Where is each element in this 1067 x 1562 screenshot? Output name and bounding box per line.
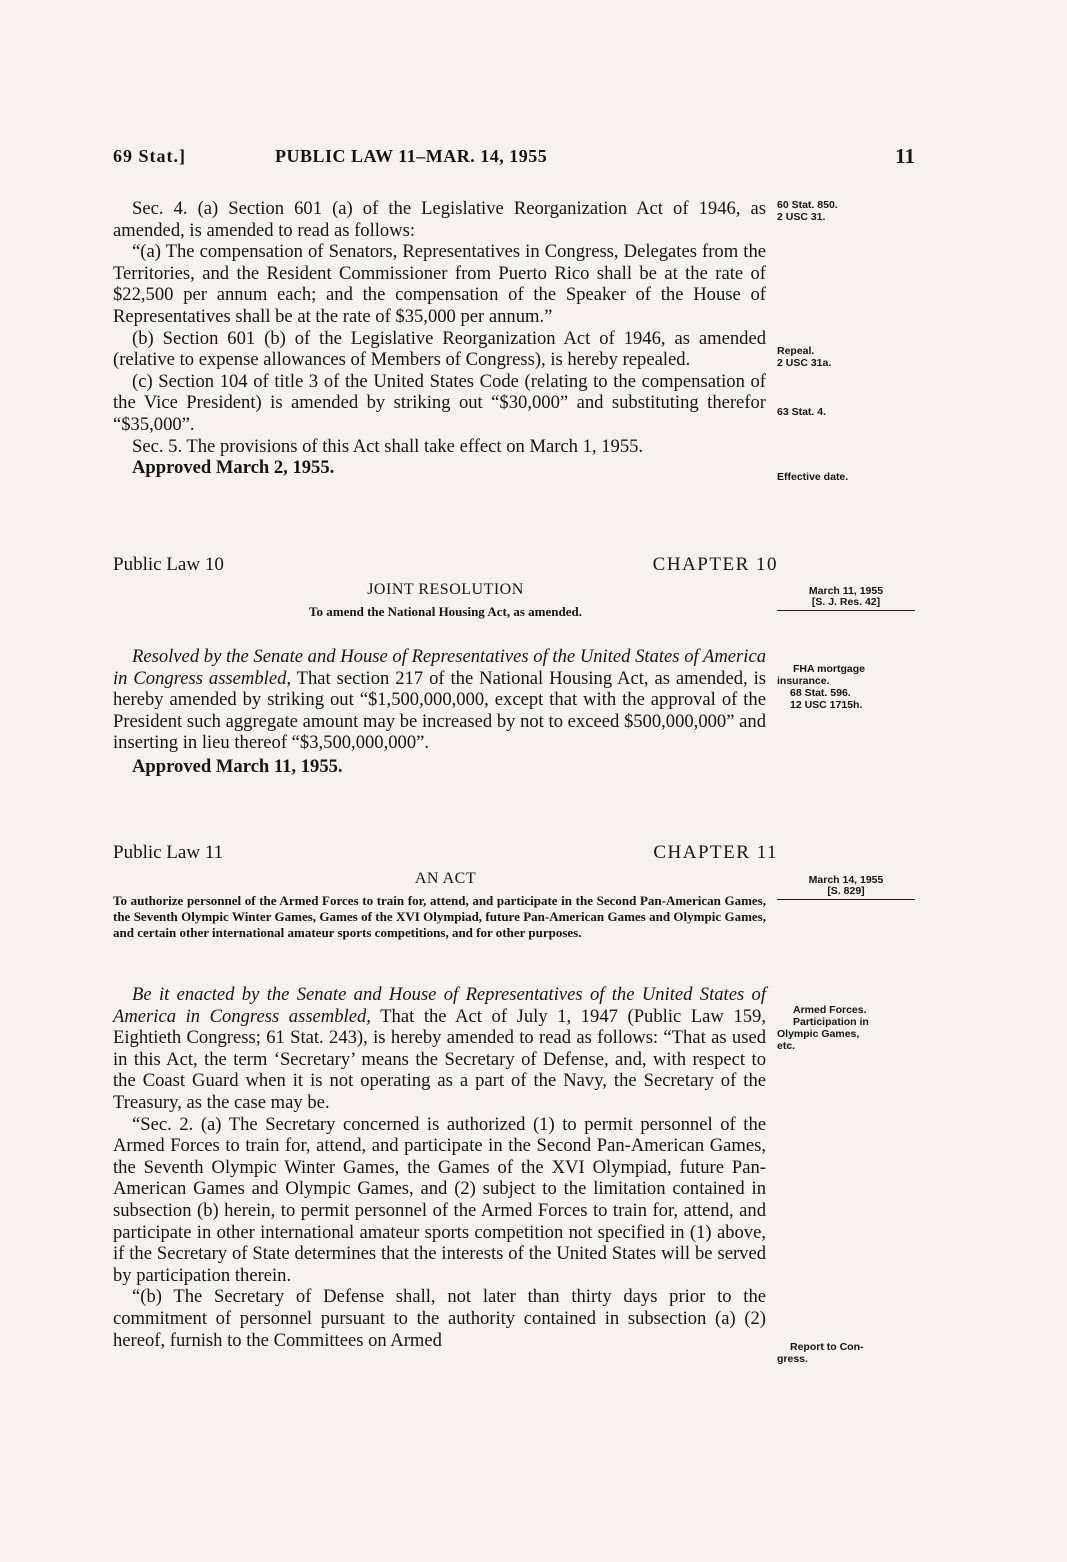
running-header [113, 146, 915, 176]
margin-note-repeal: Repeal. 2 USC 31a. [777, 345, 832, 369]
approved-line: Approved March 2, 1955. [132, 457, 335, 479]
pl11-date-block: March 14, 1955 [S. 829] [777, 875, 915, 900]
an-act-label: AN ACT [414, 870, 477, 887]
pl11-sec2a: “Sec. 2. (a) The Secretary concerned is authorized (1) to permit personnel of the Armed Forces to train for, attend, and participate in the Second Pan-American Games, the Seventh Olympic Winter Games, the Games of the XVI Olympiad, future Pan-American Games and Olympic Games, and (2) subject to the limitation contained in subsection (b) herein, to permit personnel of the Armed Forces to train for, attend, and participate in other international amateur sports competition not specified in (1) above, if the Secretary of State determines that the interests of the United States will be served by participation therein. [113, 1113, 766, 1286]
pl10-text [113, 646, 766, 778]
pl10-approved: Approved March 11, 1955. [132, 755, 343, 777]
pl10-purpose: To amend the National Housing Act, as amended. [309, 604, 582, 619]
sec4-paragraph: Sec. 4. (a) Section 601 (a) of the Legislative Reorganization Act of 1946, as amended, is amended to read as follows: [113, 198, 766, 241]
joint-resolution-label: JOINT RESOLUTION [367, 581, 524, 598]
sec4-quote: “(a) The compensation of Senators, Representatives in Congress, Delegates from the Territories, and the Resident Commissioner from Puerto Rico shall be at the rate of $22,500 per annum each; and the compensation of the Speaker of the House of Representatives shall be at the rate of $35,000 per annum.” [113, 241, 766, 327]
sec5-paragraph: Sec. 5. The provisions of this Act shall take effect on March 1, 1955. [132, 435, 644, 457]
margin-note-armed-forces: Armed Forces. Participation in Olympic Games, etc. [777, 1004, 869, 1052]
header-title: PUBLIC LAW 11–MAR. 14, 1955 [275, 146, 548, 166]
pl10-date-block: March 11, 1955 [S. J. Res. 42] [777, 586, 915, 611]
public-law-11-heading: Public Law 11 CHAPTER 11 [113, 842, 778, 863]
margin-note-fha: FHA mortgage insurance. 68 Stat. 596. 12 USC 1715h. [777, 663, 865, 711]
sec4-subsection-c: (c) Section 104 of title 3 of the United States Code (relating to the compensation of the Vice President) is amended by striking out “$30,000” and substituting therefor “$35,000”. [113, 370, 766, 435]
pl11-enacting-clause: Be it enacted by the Senate and House of Representatives of the United States of America in Congress assembled, That the Act of July 1, 1947 (Public Law 159, Eightieth Congress; 61 Stat. 243), is hereby amended to read as follows: “That as used in this Act, the term ‘Secretary’ means the Secretary of Defense, and, with respect to the Coast Guard when it is not operating as a part of the Navy, the Secretary of the Treasury, as the case may be. [113, 984, 766, 1113]
pl11-purpose: To authorize personnel of the Armed Forces to train for, attend, and participate in the Second Pan-American Games, the Seventh Olympic Winter Games, Games of the XVI Olympiad, future Pan-American Games and Olympic Games, and certain other international amateur sports competitions, and for other purposes. [113, 893, 766, 940]
pl10-resolution: Resolved by the Senate and House of Representatives of the United States of America in Congress assembled, That section 217 of the National Housing Act, as amended, is hereby amended by striking out “$1,500,000,000, except that with the approval of the President such aggregate amount may be increased by not to exceed $500,000,000” and inserting in lieu thereof “$3,500,000,000”. [113, 646, 766, 754]
margin-note-report-to-congress: Report to Con- gress. [777, 1341, 864, 1365]
margin-note-effective-date: Effective date. [777, 471, 849, 483]
page-number: 11 [895, 144, 915, 168]
margin-note-60-stat: 60 Stat. 850. 2 USC 31. [777, 199, 838, 223]
sec4-text [113, 198, 766, 479]
public-law-10-heading: Public Law 10 CHAPTER 10 [113, 554, 778, 575]
margin-note-63-stat: 63 Stat. 4. [777, 406, 827, 418]
pl11-text [113, 984, 766, 1351]
stat-volume: 69 Stat.] [113, 146, 186, 166]
sec4-subsection-b: (b) Section 601 (b) of the Legislative Reorganization Act of 1946, as amended (relative to expense allowances of Members of Congress), is hereby repealed. [113, 327, 766, 371]
pl11-sec2b: “(b) The Secretary of Defense shall, not later than thirty days prior to the commitment of personnel pursuant to the authority contained in subsection (a) (2) hereof, furnish to the Committees on Armed [113, 1286, 766, 1351]
